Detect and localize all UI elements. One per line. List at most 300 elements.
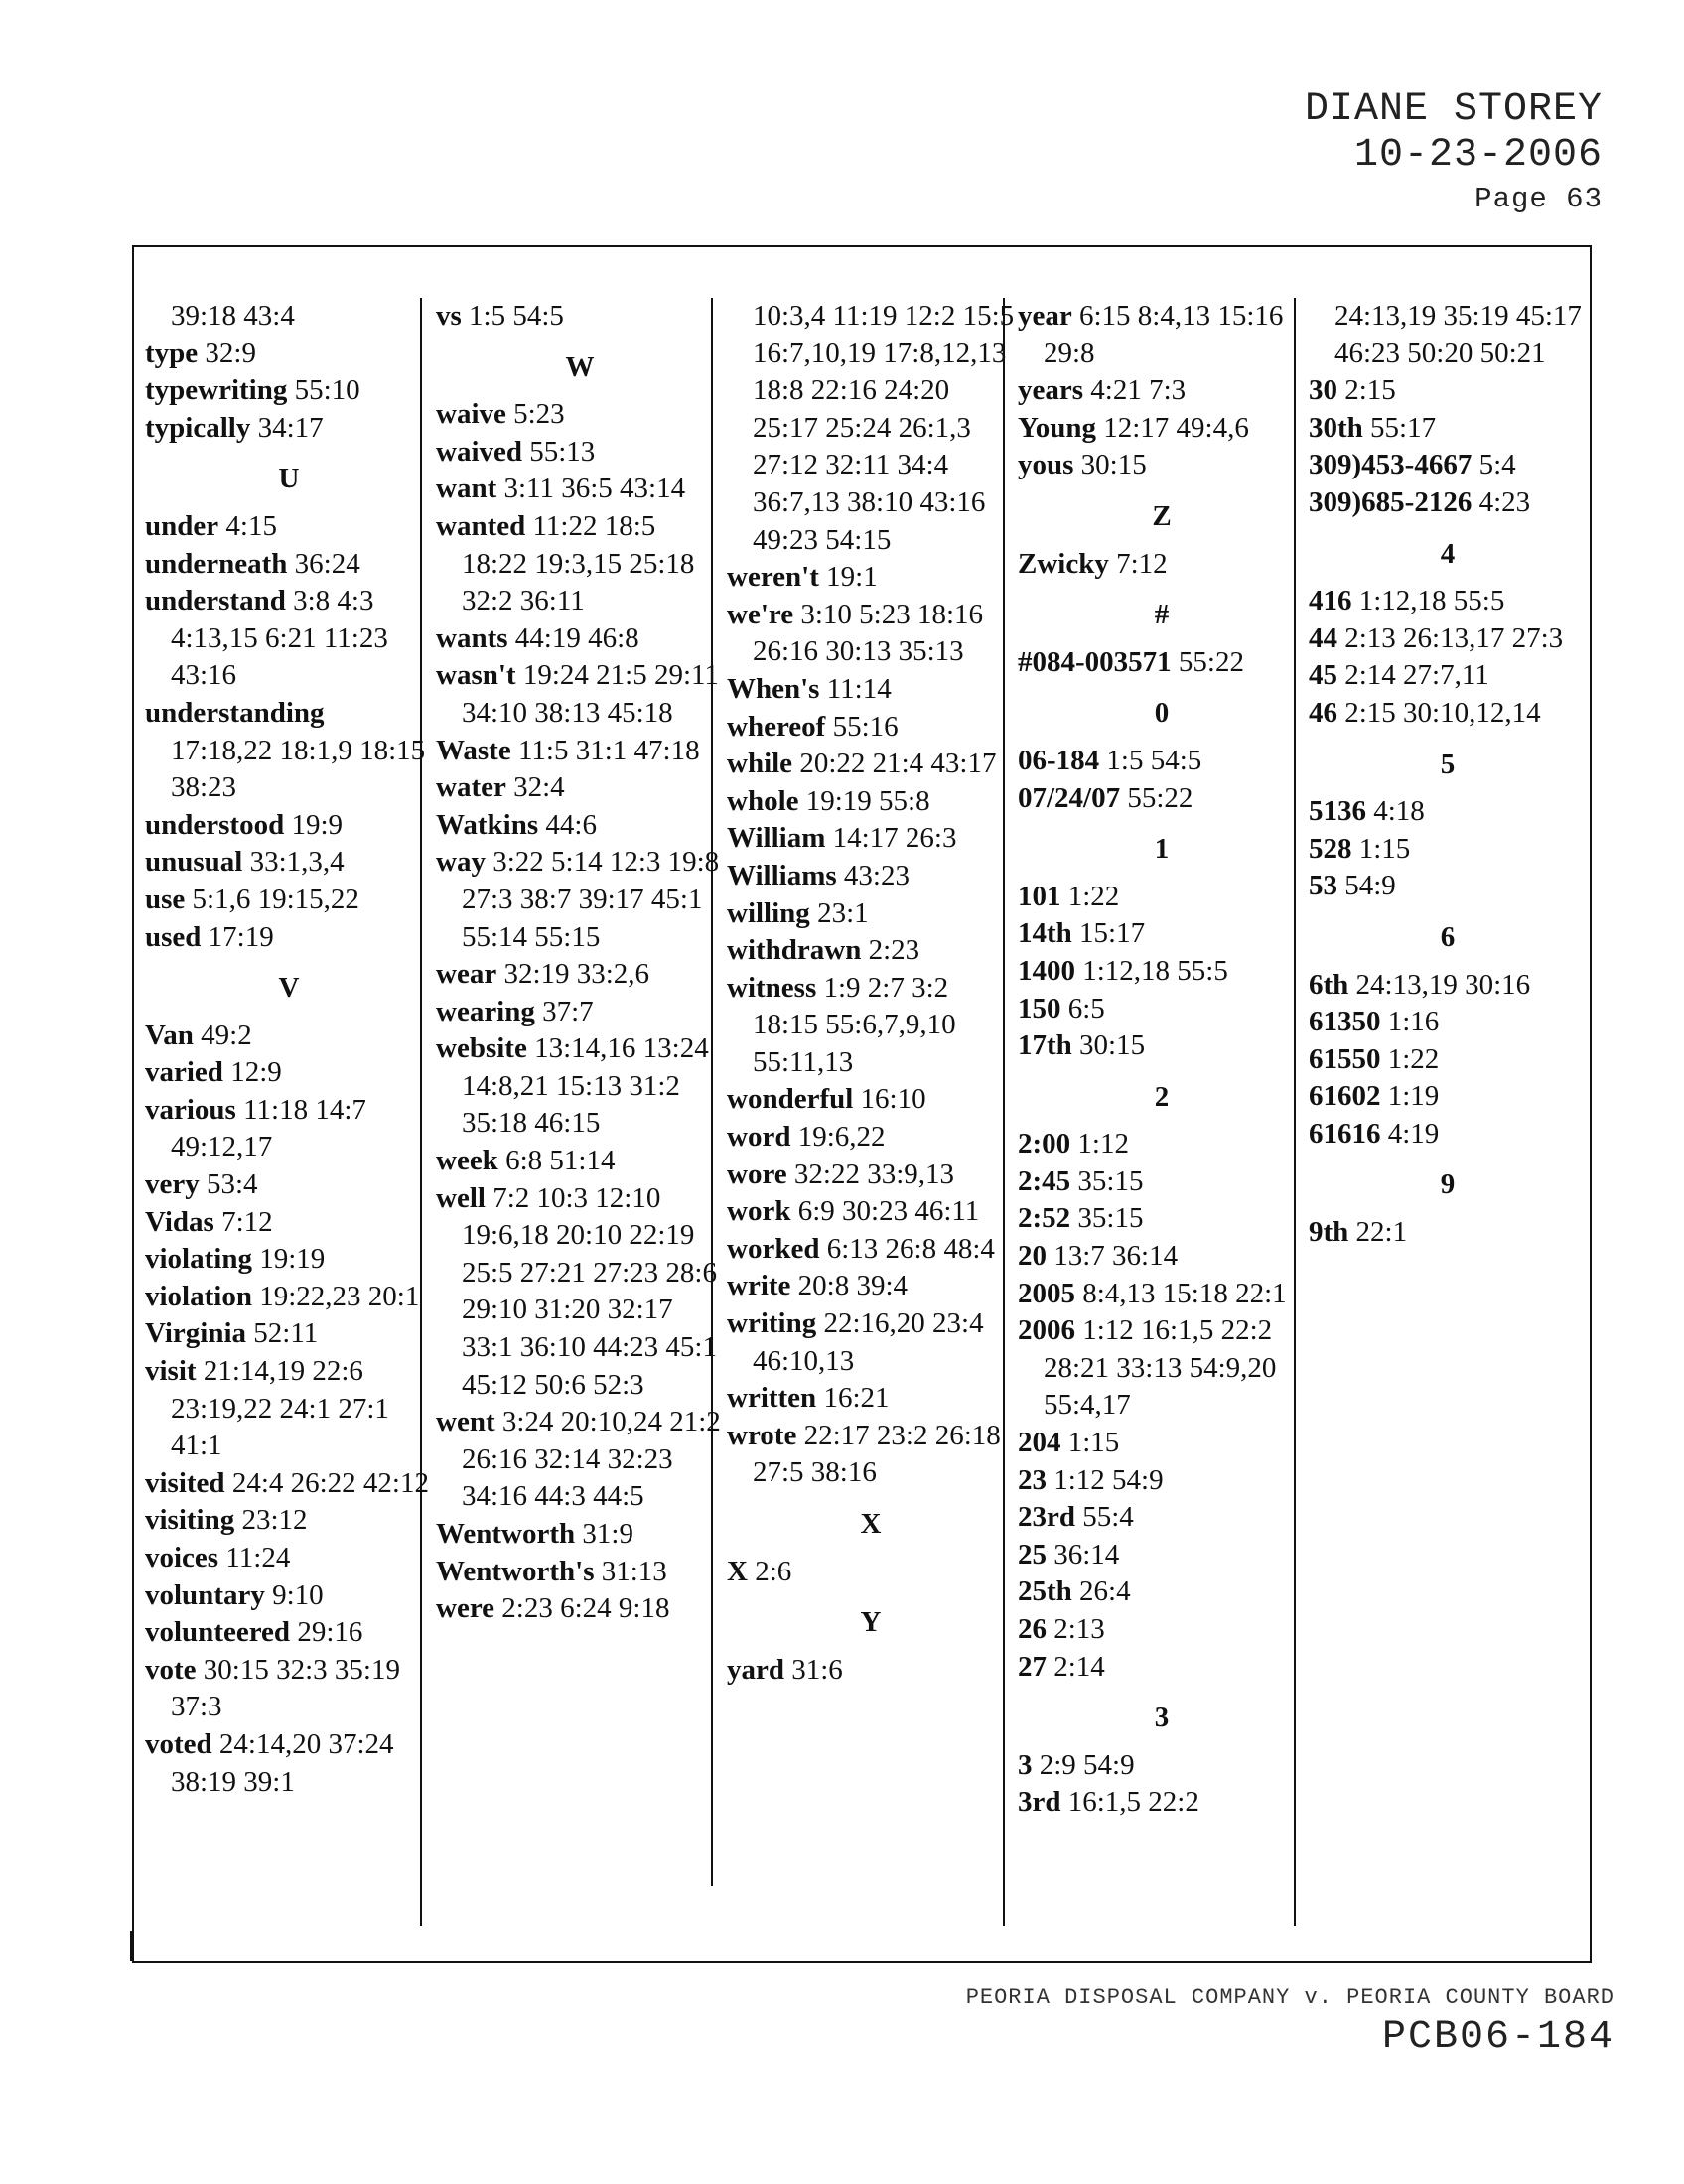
- index-references: 1:15: [1358, 832, 1411, 865]
- index-term: well: [436, 1181, 486, 1214]
- index-references: 20:8 39:4: [797, 1270, 909, 1302]
- index-references: 1:15: [1067, 1427, 1120, 1459]
- index-entry: [1018, 1784, 1306, 1822]
- index-references: 11:14: [826, 672, 892, 705]
- index-references: 35:15: [1077, 1164, 1144, 1197]
- index-references: 5:23: [513, 398, 565, 431]
- index-entry: [727, 1193, 1015, 1231]
- index-term: whole: [727, 784, 799, 817]
- index-term: 3rd: [1018, 1786, 1061, 1819]
- index-term: 5136: [1309, 795, 1366, 828]
- index-entry: [145, 372, 433, 410]
- index-references: 13:14,16 13:24 14:8,21 15:13 31:2 35:18 46:15: [462, 1032, 709, 1140]
- index-entry: [436, 807, 724, 845]
- index-entry: [145, 1279, 433, 1316]
- index-entry: [1018, 298, 1306, 372]
- index-entry: [1018, 743, 1306, 780]
- index-term: 6th: [1309, 968, 1349, 1001]
- index-references: 44:6: [545, 808, 597, 841]
- index-references: 19:24 21:5 29:11 34:10 38:13 45:18: [462, 659, 719, 729]
- index-entry: [727, 895, 1015, 933]
- index-references: 31:6: [791, 1653, 843, 1686]
- index-entry: [436, 396, 724, 434]
- index-references: 6:13 26:8 48:4: [826, 1232, 995, 1265]
- index-entry: [436, 1180, 724, 1405]
- index-term: yard: [727, 1653, 784, 1686]
- index-references: 55:4: [1082, 1501, 1134, 1534]
- index-term: understood: [145, 808, 285, 841]
- index-references: 1:12 16:1,5 22:2 28:21 33:13 54:9,20 55:4,17: [1044, 1314, 1277, 1422]
- index-term: 61350: [1309, 1006, 1381, 1038]
- index-entry: [1309, 372, 1587, 410]
- section-letter: 4: [1440, 537, 1456, 570]
- index-term: very: [145, 1168, 200, 1201]
- index-references: 22:17 23:2 26:18 27:5 38:16: [753, 1419, 1001, 1489]
- index-term: work: [727, 1195, 791, 1228]
- index-entry: [1309, 695, 1587, 733]
- index-entry: [436, 1404, 724, 1516]
- index-entry: [1018, 1027, 1306, 1065]
- deposition-date: 10-23-2006: [1353, 133, 1603, 178]
- section-letter: Y: [860, 1606, 882, 1639]
- index-term: 1400: [1018, 954, 1075, 987]
- index-term: typewriting: [145, 374, 288, 407]
- index-term: Young: [1018, 411, 1096, 444]
- index-entry: [1018, 1126, 1306, 1163]
- index-entry: [1018, 1163, 1306, 1201]
- section-letter: 9: [1440, 1168, 1456, 1201]
- index-entry: [436, 1516, 724, 1554]
- index-entry: [145, 1353, 433, 1465]
- index-term: Williams: [727, 859, 837, 891]
- index-entry: [145, 1540, 433, 1577]
- index-column-4: [1018, 298, 1306, 1822]
- index-entry: [727, 597, 1015, 671]
- index-entry: [145, 1726, 433, 1801]
- index-references: 11:22 18:5 18:22 19:3,15 25:18 32:2 36:11: [462, 509, 695, 617]
- index-references: 37:7: [542, 995, 594, 1027]
- index-term: written: [727, 1382, 817, 1415]
- index-references: 1:5 54:5: [1106, 744, 1202, 776]
- index-entry: [145, 1315, 433, 1353]
- index-term: 25th: [1018, 1575, 1072, 1608]
- index-references: 17:19: [208, 920, 274, 953]
- index-references: 6:9 30:23 46:11: [797, 1195, 980, 1228]
- index-term: 46: [1309, 696, 1337, 729]
- index-references: 1:12 54:9: [1053, 1463, 1164, 1496]
- index-entry: [1309, 1078, 1587, 1116]
- index-references: 24:13,19 35:19 45:17 46:23 50:20 50:21: [1334, 300, 1582, 369]
- index-references: 7:2 10:3 12:10 19:6,18 20:10 22:19 25:5 27:21 27:23 28:6 29:10 31:20 32:17 33:1 36:10 44:23 45:1 45:12 50:6 52:3: [462, 1181, 717, 1401]
- index-term: When's: [727, 672, 820, 705]
- index-term: varied: [145, 1056, 223, 1089]
- index-term: visiting: [145, 1504, 235, 1537]
- index-entry: [145, 1465, 433, 1503]
- index-references: 19:19: [259, 1243, 326, 1276]
- section-letter: V: [278, 972, 300, 1005]
- index-references: 29:16: [297, 1616, 363, 1649]
- index-term: worked: [727, 1232, 820, 1265]
- index-references: 24:14,20 37:24 38:19 39:1: [171, 1727, 394, 1798]
- index-references: 16:10: [860, 1083, 926, 1116]
- index-entry: [1018, 546, 1306, 584]
- index-entry: [1309, 831, 1587, 869]
- index-entry: [145, 1054, 433, 1092]
- index-entry: [1018, 780, 1306, 818]
- index-entry: [1018, 1499, 1306, 1537]
- index-entry: [727, 1652, 1015, 1690]
- index-term: wonderful: [727, 1083, 854, 1116]
- index-term: weren't: [727, 561, 819, 594]
- index-references: 2:13: [1053, 1613, 1105, 1645]
- index-entry: [145, 1614, 433, 1652]
- index-entry: [1018, 1276, 1306, 1313]
- section-letter: X: [860, 1508, 882, 1540]
- index-term: 25: [1018, 1538, 1047, 1570]
- index-entry: [727, 820, 1015, 858]
- index-entry: [1018, 1537, 1306, 1574]
- index-term: 2006: [1018, 1314, 1075, 1347]
- index-term: went: [436, 1406, 495, 1438]
- index-entry: [727, 746, 1015, 783]
- index-term: visited: [145, 1466, 225, 1499]
- index-references: 11:18 14:7 49:12,17: [171, 1093, 366, 1163]
- index-entry: [145, 410, 433, 448]
- index-term: wore: [727, 1158, 787, 1190]
- section-letter: 6: [1440, 920, 1456, 953]
- section-letter: #: [1154, 599, 1170, 631]
- index-term: wasn't: [436, 659, 516, 692]
- index-references: 11:24: [225, 1542, 291, 1573]
- index-references: 30:15: [1080, 449, 1147, 481]
- index-references: 19:22,23 20:1: [259, 1280, 420, 1312]
- index-term: 2:00: [1018, 1128, 1071, 1160]
- index-term: 61616: [1309, 1117, 1381, 1150]
- index-term: year: [1018, 300, 1072, 332]
- index-references: 22:16,20 23:4 46:10,13: [753, 1307, 984, 1377]
- index-term: 150: [1018, 992, 1061, 1024]
- index-term: Van: [145, 1019, 194, 1051]
- index-term: 3: [1018, 1748, 1033, 1781]
- index-references: 19:6,22: [797, 1121, 886, 1154]
- index-references: 16:21: [823, 1382, 890, 1415]
- index-entry: [436, 508, 724, 620]
- index-term: 416: [1309, 585, 1352, 617]
- index-term: wear: [436, 958, 497, 991]
- index-term: 101: [1018, 880, 1061, 912]
- index-term: X: [727, 1555, 748, 1587]
- index-entry: [727, 709, 1015, 747]
- index-term: Vidas: [145, 1205, 214, 1238]
- index-term: William: [727, 822, 826, 855]
- index-references: 3:10 5:23 18:16 26:16 30:13 35:13: [753, 598, 984, 668]
- index-term: word: [727, 1121, 791, 1154]
- index-references: 32:19 33:2,6: [503, 958, 650, 991]
- index-references: 4:19: [1387, 1117, 1440, 1150]
- index-references: 1:5 54:5: [469, 300, 564, 332]
- section-letter: 2: [1154, 1080, 1170, 1113]
- index-term: under: [145, 509, 219, 542]
- index-entry: [145, 807, 433, 845]
- index-term: visit: [145, 1355, 197, 1388]
- index-entry: [1018, 1573, 1306, 1611]
- index-entry: [1309, 1214, 1587, 1252]
- index-references: 1:12,18 55:5: [1358, 585, 1505, 617]
- index-entry: [1018, 1312, 1306, 1425]
- index-references: 34:17: [257, 411, 324, 444]
- case-number: PCB06-184: [1381, 2015, 1614, 2060]
- index-term: write: [727, 1270, 791, 1302]
- index-references: 11:5 31:1 47:18: [517, 734, 700, 766]
- index-term: 309)453-4667: [1309, 449, 1473, 481]
- index-references: 24:13,19 30:16: [1355, 968, 1531, 1001]
- index-entry: [436, 471, 724, 508]
- index-entry: [1309, 410, 1587, 448]
- index-term: yous: [1018, 449, 1074, 481]
- index-entry: [1018, 879, 1306, 916]
- index-references: 4:23: [1478, 485, 1531, 518]
- index-references: 3:24 20:10,24 21:2 26:16 32:14 32:23 34:16 44:3 44:5: [462, 1406, 721, 1513]
- index-entry: [436, 1590, 724, 1628]
- index-entry: [145, 1204, 433, 1242]
- index-references: 4:15: [225, 509, 277, 542]
- index-entry: [1309, 793, 1587, 831]
- index-term: Wentworth's: [436, 1555, 595, 1587]
- index-references: 21:14,19 22:6 23:19,22 24:1 27:1 41:1: [171, 1355, 389, 1462]
- index-references: 31:9: [582, 1518, 633, 1550]
- index-entry: [727, 1305, 1015, 1380]
- index-term: years: [1018, 374, 1084, 407]
- index-term: way: [436, 846, 486, 879]
- index-entry: [1018, 915, 1306, 953]
- index-entry: [1018, 991, 1306, 1028]
- index-entry: [436, 956, 724, 994]
- index-references: 2:14 27:7,11: [1344, 659, 1489, 692]
- index-references: 55:17: [1370, 411, 1437, 444]
- index-term: Watkins: [436, 808, 539, 841]
- index-term: while: [727, 748, 793, 780]
- index-references: 6:15 8:4,13 15:16 29:8: [1044, 300, 1284, 369]
- index-entry: [436, 620, 724, 658]
- index-entry: [436, 733, 724, 770]
- index-references: 55:10: [294, 374, 360, 407]
- index-entry: [145, 1652, 433, 1726]
- section-letter: Z: [1152, 499, 1172, 532]
- index-entry: [727, 970, 1015, 1082]
- index-references: 14:17 26:3: [832, 822, 957, 855]
- index-references: 19:19 55:8: [805, 784, 930, 817]
- index-term: 61602: [1309, 1080, 1381, 1113]
- index-term: Wentworth: [436, 1518, 576, 1550]
- index-references: 13:7 36:14: [1053, 1240, 1179, 1273]
- index-term: type: [145, 337, 199, 369]
- index-term: 2005: [1018, 1277, 1075, 1309]
- index-term: 23: [1018, 1463, 1047, 1496]
- index-references: 2:15: [1344, 374, 1396, 407]
- index-entry: [436, 994, 724, 1031]
- index-term: vs: [436, 300, 462, 332]
- index-column-2: [436, 298, 724, 1628]
- index-term: we're: [727, 598, 794, 630]
- index-references: 30:15: [1079, 1029, 1146, 1062]
- index-entry: [727, 932, 1015, 970]
- index-column-5: [1309, 298, 1587, 1252]
- index-entry: [727, 783, 1015, 821]
- index-term: 204: [1018, 1427, 1061, 1459]
- index-references: 24:4 26:22 42:12: [231, 1466, 429, 1499]
- index-entry: [1309, 1004, 1587, 1041]
- index-term: 30th: [1309, 411, 1363, 444]
- index-entry: [727, 1081, 1015, 1119]
- index-references: 54:9: [1344, 870, 1396, 902]
- deponent-name: DIANE STOREY: [1304, 87, 1603, 132]
- index-entry: [145, 336, 433, 373]
- index-term: 07/24/07: [1018, 781, 1121, 814]
- index-references: 30:15 32:3 35:19 37:3: [171, 1653, 400, 1723]
- index-entry: [727, 671, 1015, 709]
- index-entry: [727, 1157, 1015, 1194]
- index-term: #084-003571: [1018, 645, 1172, 678]
- index-term: 2:52: [1018, 1202, 1071, 1235]
- index-references: 9:10: [272, 1578, 324, 1611]
- index-entry: [1018, 1747, 1306, 1785]
- index-term: website: [436, 1032, 527, 1065]
- index-entry: [1018, 447, 1306, 484]
- index-references: 33:1,3,4: [249, 846, 345, 879]
- index-entry: [1309, 1116, 1587, 1154]
- index-references: 7:12: [221, 1205, 273, 1238]
- index-entry: [1309, 1041, 1587, 1079]
- index-term: Zwicky: [1018, 547, 1109, 580]
- index-entry: [145, 508, 433, 546]
- index-references: 3:11 36:5 43:14: [503, 473, 686, 505]
- index-references: 1:22: [1387, 1042, 1440, 1075]
- index-term: 20: [1018, 1240, 1047, 1273]
- index-term: want: [436, 473, 497, 505]
- index-term: were: [436, 1592, 495, 1625]
- section-letter: 3: [1154, 1702, 1170, 1734]
- index-references: 6:8 51:14: [505, 1145, 616, 1177]
- index-term: 17th: [1018, 1029, 1072, 1062]
- section-letter: 5: [1440, 748, 1456, 780]
- index-references: 1:19: [1387, 1080, 1440, 1113]
- index-references: 10:3,4 11:19 12:2 15:5 16:7,10,19 17:8,12,13 18:8 22:16 24:20 25:17 25:24 26:1,3 27:12 32:11 34:4 36:7,13 38:10 43:16 49:23 54:15: [753, 300, 1015, 556]
- index-references: 20:22 21:4 43:17: [799, 748, 997, 780]
- index-references: 55:22: [1127, 781, 1193, 814]
- section-letter: W: [565, 350, 595, 383]
- index-references: 55:22: [1178, 645, 1244, 678]
- index-references: 2:14: [1053, 1650, 1105, 1683]
- index-references: 17:18,22 18:1,9 18:15 38:23: [171, 734, 426, 804]
- index-references: 22:1: [1355, 1216, 1408, 1249]
- index-references: 53:4: [207, 1168, 258, 1201]
- index-term: voluntary: [145, 1578, 265, 1611]
- index-references: 3:8 4:3 4:13,15 6:21 11:23 43:16: [171, 585, 388, 692]
- index-references: 31:13: [601, 1555, 667, 1587]
- index-term: willing: [727, 896, 810, 929]
- index-references: 5:4: [1478, 449, 1516, 481]
- index-references: 49:2: [201, 1019, 252, 1051]
- index-entry: [145, 1092, 433, 1166]
- index-term: wrote: [727, 1419, 797, 1451]
- index-term: 14th: [1018, 917, 1072, 950]
- section-letter: U: [278, 463, 300, 495]
- index-entry: [436, 298, 724, 336]
- index-term: voted: [145, 1727, 212, 1760]
- index-term: wanted: [436, 509, 526, 542]
- index-references: 32:9: [205, 337, 256, 369]
- index-references: 2:13 26:13,17 27:3: [1344, 621, 1564, 654]
- index-term: 53: [1309, 870, 1337, 902]
- index-entry: [1309, 657, 1587, 695]
- index-references: 5:1,6 19:15,22: [192, 883, 359, 915]
- index-column-1: [145, 298, 433, 1801]
- index-entry: [1018, 1611, 1306, 1649]
- index-term: 30: [1309, 374, 1337, 407]
- index-term: 2:45: [1018, 1164, 1071, 1197]
- index-term: wearing: [436, 995, 535, 1027]
- index-references: 4:18: [1373, 795, 1425, 828]
- index-references: 12:9: [230, 1056, 282, 1089]
- index-entry: [436, 844, 724, 956]
- index-references: 1:22: [1067, 880, 1120, 912]
- index-term: 528: [1309, 832, 1352, 865]
- index-term: unusual: [145, 846, 243, 879]
- index-term: underneath: [145, 547, 288, 580]
- index-term: 9th: [1309, 1216, 1349, 1249]
- index-term: 61550: [1309, 1042, 1381, 1075]
- index-references: 44:19 46:8: [514, 621, 639, 654]
- index-references: 19:1: [826, 561, 878, 594]
- index-references: 1:12: [1077, 1128, 1129, 1160]
- index-term: Virginia: [145, 1317, 247, 1350]
- index-references: 36:14: [1053, 1538, 1120, 1570]
- index-term: Waste: [436, 734, 511, 766]
- index-term: week: [436, 1145, 498, 1177]
- index-entry: [1309, 868, 1587, 905]
- index-references: 23:1: [817, 896, 869, 929]
- index-term: waive: [436, 398, 506, 431]
- index-references: 32:22 33:9,13: [793, 1158, 955, 1190]
- index-term: typically: [145, 411, 251, 444]
- index-entry: [1018, 410, 1306, 448]
- index-term: understanding: [145, 696, 325, 729]
- index-entry: [1018, 372, 1306, 410]
- index-references: 2:15 30:10,12,14: [1344, 696, 1541, 729]
- index-references: 55:16: [832, 710, 899, 743]
- index-term: voices: [145, 1542, 219, 1573]
- index-references: 8:4,13 15:18 22:1: [1082, 1277, 1287, 1309]
- index-term: 44: [1309, 621, 1337, 654]
- index-entry: [1309, 484, 1587, 522]
- index-entry: [1018, 644, 1306, 682]
- section-letter: 0: [1154, 697, 1170, 730]
- index-term: whereof: [727, 710, 826, 743]
- index-column-3: [727, 298, 1015, 1689]
- index-references: 2:6: [755, 1555, 792, 1587]
- index-term: used: [145, 920, 202, 953]
- index-entry: [1309, 298, 1587, 372]
- index-entry: [145, 583, 433, 695]
- index-entry: [145, 882, 433, 919]
- index-term: use: [145, 883, 186, 915]
- index-entry: [145, 919, 433, 957]
- index-references: 23:12: [241, 1504, 308, 1537]
- index-entry: [145, 1241, 433, 1279]
- index-entry: [1018, 1425, 1306, 1462]
- index-term: understand: [145, 585, 286, 617]
- index-references: 32:4: [513, 771, 565, 804]
